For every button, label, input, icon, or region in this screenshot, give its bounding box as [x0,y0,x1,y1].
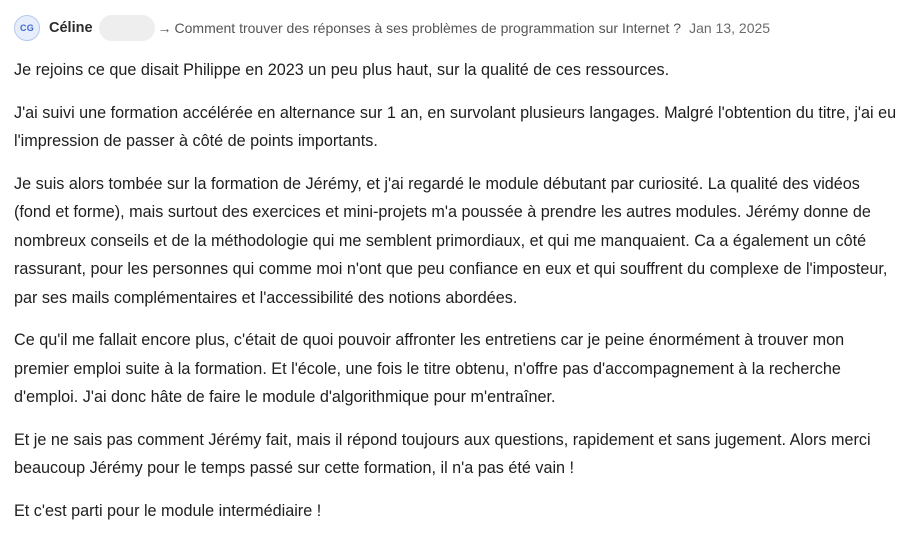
comment-paragraph: Ce qu'il me fallait encore plus, c'était de quoi pouvoir affronter les entretiens car je peine énormément à trouver mon premier emploi suite à la formation. Et l'école, une fois le titre obtenu, n'offre pas d'accompagnement à la recherche d'emploi. J'ai donc hâte de faire le module d'algorithmique pour m'entraîner. [14,331,845,406]
comment-paragraph: Et c'est parti pour le module intermédiaire ! [14,501,322,520]
comment-paragraph: Je rejoins ce que disait Philippe en 2023 un peu plus haut, sur la qualité de ces ressources. [14,61,670,79]
redacted-name-placeholder [99,15,155,41]
author-name[interactable]: Céline [49,20,93,36]
thread-title-link[interactable]: Comment trouver des réponses à ses problèmes de programmation sur Internet ? [174,20,682,36]
comment-body [14,56,898,539]
comment-header [14,14,770,42]
comment-date: Jan 13, 2025 [689,20,771,36]
arrow-right-icon: → [157,20,172,36]
comment-paragraph: Je suis alors tombée sur la formation de Jérémy, et j'ai regardé le module débutant par curiosité. La qualité des vidéos (fond et forme), mais surtout des exercices et mini-projets m'a poussée à prendre les autres modules. Jérémy donne de nombreux conseils et de la méthodologie qui me semblent primordiaux, et qui me manquaient. Ca a également un côté rassurant, pour les personnes qui comme moi n'ont que peu confiance en eux et qui souffrent du complexe de l'imposteur, par ses mails complémentaires et l'accessibilité des notions abordées. [14,174,888,307]
avatar[interactable]: CG [14,15,40,41]
comment-paragraph: Et je ne sais pas comment Jérémy fait, mais il répond toujours aux questions, rapidement et sans jugement. Alors merci beaucoup Jérémy pour le temps passé sur cette formation, il n'a pas été vain ! [14,430,871,477]
comment-paragraph: J'ai suivi une formation accélérée en alternance sur 1 an, en survolant plusieurs langages. Malgré l'obtention du titre, j'ai eu l'impression de passer à côté de points importants. [14,103,897,150]
